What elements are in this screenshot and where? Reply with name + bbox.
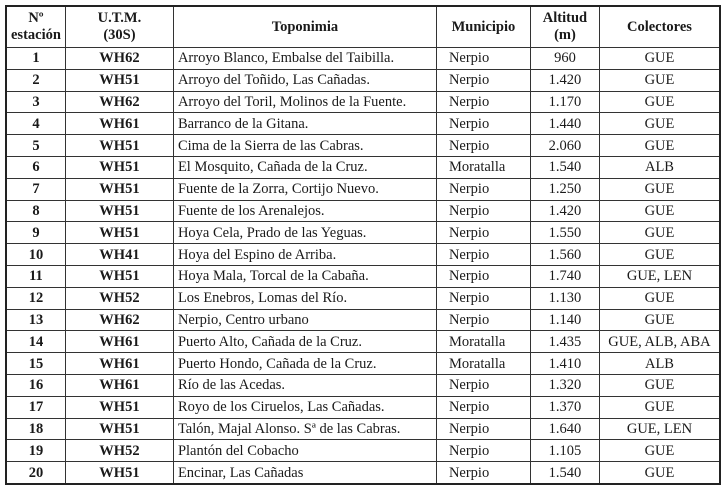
station-number: 11 xyxy=(6,265,65,287)
altitud-cell: 1.130 xyxy=(530,287,599,309)
utm-cell: WH62 xyxy=(65,91,173,113)
utm-cell: WH61 xyxy=(65,331,173,353)
utm-cell: WH51 xyxy=(65,200,173,222)
table-row xyxy=(6,200,720,222)
station-number: 3 xyxy=(6,91,65,113)
colectores-cell: GUE xyxy=(599,287,720,309)
colectores-cell: GUE xyxy=(599,113,720,135)
colectores-cell: GUE xyxy=(599,200,720,222)
table-row xyxy=(6,222,720,244)
toponimia-cell: Talón, Majal Alonso. Sª de las Cabras. xyxy=(173,418,436,440)
header-text: Nº xyxy=(28,10,44,26)
colectores-cell: GUE xyxy=(599,396,720,418)
utm-cell: WH51 xyxy=(65,418,173,440)
table-row xyxy=(6,462,720,484)
toponimia-cell: Fuente de los Arenalejos. xyxy=(173,200,436,222)
colectores-cell: GUE xyxy=(599,178,720,200)
municipio-cell: Nerpio xyxy=(436,265,530,287)
header-text: Altitud xyxy=(542,10,588,26)
station-number: 5 xyxy=(6,135,65,157)
toponimia-cell: Puerto Hondo, Cañada de la Cruz. xyxy=(173,353,436,375)
colectores-cell: GUE, ALB, ABA xyxy=(599,331,720,353)
table-row xyxy=(6,440,720,462)
altitud-cell: 1.105 xyxy=(530,440,599,462)
toponimia-cell: Fuente de la Zorra, Cortijo Nuevo. xyxy=(173,178,436,200)
municipio-cell: Moratalla xyxy=(436,156,530,178)
colectores-cell: GUE xyxy=(599,91,720,113)
colectores-cell: GUE xyxy=(599,309,720,331)
utm-cell: WH51 xyxy=(65,135,173,157)
utm-cell: WH51 xyxy=(65,178,173,200)
toponimia-cell: Arroyo Blanco, Embalse del Taibilla. xyxy=(173,48,436,70)
table-row xyxy=(6,374,720,396)
municipio-cell: Nerpio xyxy=(436,374,530,396)
station-number: 9 xyxy=(6,222,65,244)
altitud-cell: 1.250 xyxy=(530,178,599,200)
station-number: 12 xyxy=(6,287,65,309)
station-number: 18 xyxy=(6,418,65,440)
toponimia-cell: Hoya del Espino de Arriba. xyxy=(173,244,436,266)
header-altitud xyxy=(530,6,599,48)
utm-cell: WH51 xyxy=(65,156,173,178)
utm-cell: WH41 xyxy=(65,244,173,266)
municipio-cell: Nerpio xyxy=(436,91,530,113)
utm-cell: WH51 xyxy=(65,69,173,91)
station-number: 6 xyxy=(6,156,65,178)
station-number: 1 xyxy=(6,48,65,70)
header-text: (m) xyxy=(554,27,576,43)
header-utm xyxy=(65,6,173,48)
table-row xyxy=(6,309,720,331)
table-row xyxy=(6,244,720,266)
municipio-cell: Nerpio xyxy=(436,113,530,135)
utm-cell: WH62 xyxy=(65,309,173,331)
municipio-cell: Nerpio xyxy=(436,135,530,157)
municipio-cell: Nerpio xyxy=(436,440,530,462)
station-number: 16 xyxy=(6,374,65,396)
station-number: 8 xyxy=(6,200,65,222)
header-toponimia: Toponimia xyxy=(173,6,436,48)
colectores-cell: GUE xyxy=(599,135,720,157)
municipio-cell: Nerpio xyxy=(436,462,530,484)
altitud-cell: 1.370 xyxy=(530,396,599,418)
utm-cell: WH52 xyxy=(65,287,173,309)
toponimia-cell: Arroyo del Toril, Molinos de la Fuente. xyxy=(173,91,436,113)
toponimia-cell: Hoya Cela, Prado de las Yeguas. xyxy=(173,222,436,244)
altitud-cell: 1.550 xyxy=(530,222,599,244)
table-row xyxy=(6,69,720,91)
utm-cell: WH51 xyxy=(65,222,173,244)
altitud-cell: 2.060 xyxy=(530,135,599,157)
station-number: 19 xyxy=(6,440,65,462)
altitud-cell: 1.435 xyxy=(530,331,599,353)
colectores-cell: GUE xyxy=(599,222,720,244)
colectores-cell: GUE xyxy=(599,48,720,70)
toponimia-cell: Nerpio, Centro urbano xyxy=(173,309,436,331)
header-row xyxy=(6,6,720,48)
table-row xyxy=(6,331,720,353)
toponimia-cell: Plantón del Cobacho xyxy=(173,440,436,462)
altitud-cell: 1.540 xyxy=(530,156,599,178)
table-row xyxy=(6,287,720,309)
toponimia-cell: Río de las Acedas. xyxy=(173,374,436,396)
municipio-cell: Nerpio xyxy=(436,396,530,418)
altitud-cell: 1.410 xyxy=(530,353,599,375)
utm-cell: WH51 xyxy=(65,462,173,484)
station-number: 20 xyxy=(6,462,65,484)
utm-cell: WH52 xyxy=(65,440,173,462)
header-text: U.T.M. xyxy=(97,10,142,26)
table-row xyxy=(6,265,720,287)
colectores-cell: GUE xyxy=(599,374,720,396)
colectores-cell: GUE xyxy=(599,69,720,91)
table-row xyxy=(6,135,720,157)
municipio-cell: Nerpio xyxy=(436,69,530,91)
municipio-cell: Nerpio xyxy=(436,287,530,309)
stations-table xyxy=(5,5,721,485)
altitud-cell: 1.420 xyxy=(530,200,599,222)
municipio-cell: Nerpio xyxy=(436,418,530,440)
station-number: 7 xyxy=(6,178,65,200)
toponimia-cell: El Mosquito, Cañada de la Cruz. xyxy=(173,156,436,178)
altitud-cell: 1.140 xyxy=(530,309,599,331)
colectores-cell: ALB xyxy=(599,353,720,375)
toponimia-cell: Cima de la Sierra de las Cabras. xyxy=(173,135,436,157)
toponimia-cell: Arroyo del Toñido, Las Cañadas. xyxy=(173,69,436,91)
altitud-cell: 1.740 xyxy=(530,265,599,287)
header-municipio: Municipio xyxy=(436,6,530,48)
table-row xyxy=(6,156,720,178)
municipio-cell: Nerpio xyxy=(436,222,530,244)
station-number: 4 xyxy=(6,113,65,135)
municipio-cell: Nerpio xyxy=(436,48,530,70)
table-row xyxy=(6,113,720,135)
utm-cell: WH51 xyxy=(65,265,173,287)
municipio-cell: Moratalla xyxy=(436,331,530,353)
station-number: 10 xyxy=(6,244,65,266)
toponimia-cell: Encinar, Las Cañadas xyxy=(173,462,436,484)
table-row xyxy=(6,353,720,375)
altitud-cell: 1.560 xyxy=(530,244,599,266)
municipio-cell: Nerpio xyxy=(436,200,530,222)
utm-cell: WH51 xyxy=(65,396,173,418)
municipio-cell: Nerpio xyxy=(436,244,530,266)
station-number: 17 xyxy=(6,396,65,418)
altitud-cell: 1.640 xyxy=(530,418,599,440)
table-row xyxy=(6,178,720,200)
header-text: (30S) xyxy=(103,27,136,43)
toponimia-cell: Hoya Mala, Torcal de la Cabaña. xyxy=(173,265,436,287)
altitud-cell: 1.320 xyxy=(530,374,599,396)
station-number: 2 xyxy=(6,69,65,91)
municipio-cell: Nerpio xyxy=(436,178,530,200)
altitud-cell: 1.420 xyxy=(530,69,599,91)
colectores-cell: GUE xyxy=(599,440,720,462)
municipio-cell: Moratalla xyxy=(436,353,530,375)
toponimia-cell: Puerto Alto, Cañada de la Cruz. xyxy=(173,331,436,353)
utm-cell: WH61 xyxy=(65,113,173,135)
colectores-cell: ALB xyxy=(599,156,720,178)
table-row xyxy=(6,48,720,70)
toponimia-cell: Barranco de la Gitana. xyxy=(173,113,436,135)
table-row xyxy=(6,396,720,418)
table-row xyxy=(6,418,720,440)
header-text: estación xyxy=(11,27,61,43)
table-row xyxy=(6,91,720,113)
altitud-cell: 1.170 xyxy=(530,91,599,113)
utm-cell: WH62 xyxy=(65,48,173,70)
station-number: 13 xyxy=(6,309,65,331)
toponimia-cell: Los Enebros, Lomas del Río. xyxy=(173,287,436,309)
colectores-cell: GUE xyxy=(599,244,720,266)
colectores-cell: GUE, LEN xyxy=(599,265,720,287)
altitud-cell: 1.540 xyxy=(530,462,599,484)
utm-cell: WH61 xyxy=(65,353,173,375)
header-station-number xyxy=(6,6,65,48)
station-number: 15 xyxy=(6,353,65,375)
header-colectores: Colectores xyxy=(599,6,720,48)
altitud-cell: 1.440 xyxy=(530,113,599,135)
colectores-cell: GUE, LEN xyxy=(599,418,720,440)
station-number: 14 xyxy=(6,331,65,353)
colectores-cell: GUE xyxy=(599,462,720,484)
municipio-cell: Nerpio xyxy=(436,309,530,331)
utm-cell: WH61 xyxy=(65,374,173,396)
altitud-cell: 960 xyxy=(530,48,599,70)
toponimia-cell: Royo de los Ciruelos, Las Cañadas. xyxy=(173,396,436,418)
